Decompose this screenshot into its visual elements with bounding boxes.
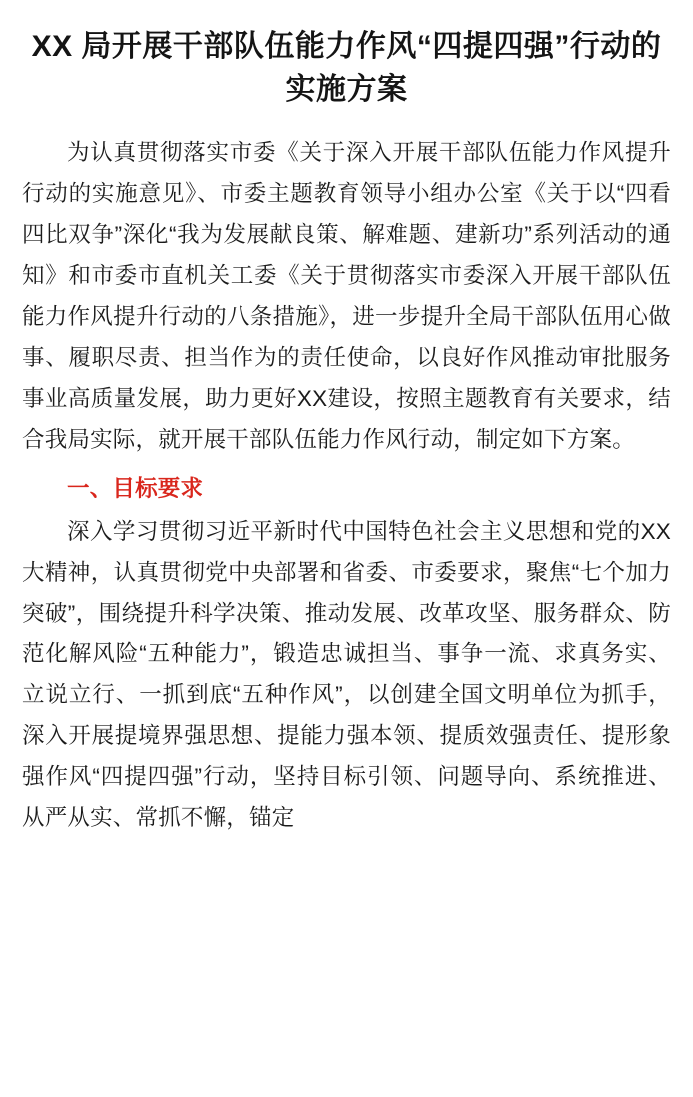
section-heading-goals: 一、目标要求 (67, 475, 204, 501)
paragraph-section-1-body: 深入学习贯彻习近平新时代中国特色社会主义思想和党的XX大精神，认真贯彻党中央部署和省委、市委要求，聚焦“七个加力突破”，围绕提升科学决策、推动发展、改革攻坚、服务群众、防范化解风险“五种能力”，锻造忠诚担当、事争一流、求真务实、立说立行、一抓到底“五种作风”，以创建全国文明单位为抓手，深入开展提境界强思想、提能力强本领、提质效强责任、提形象强作风“四提四强”行动，坚持目标引领、问题导向、系统推进、从严从实、常抓不懈，锚定 (22, 518, 671, 831)
page-title: XX 局开展干部队伍能力作风“四提四强”行动的实施方案 (31, 30, 662, 106)
paragraph-intro: 为认真贯彻落实市委《关于深入开展干部队伍能力作风提升行动的实施意见》、市委主题教育领导小组办公室《关于以“四看四比双争”深化“我为发展献良策、解难题、建新功”系列活动的通知》和市委市直机关工委《关于贯彻落实市委深入开展干部队伍能力作风提升行动的八条措施》，进一步提升全局干部队伍用心做事、履职尽责、担当作为的责任使命，以良好作风推动审批服务事业高质量发展，助力更好XX建设，按照主题教育有关要求，结合我局实际，就开展干部队伍能力作风行动，制定如下方案。 (22, 140, 671, 452)
